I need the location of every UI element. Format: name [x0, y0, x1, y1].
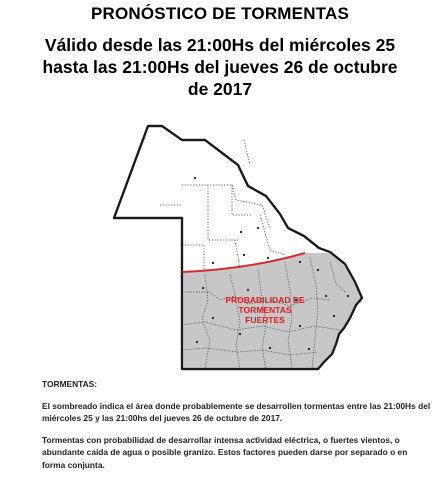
storm-label-line-2: TORMENTAS: [238, 305, 292, 315]
validity-line-2: hasta las 21:00Hs del jueves 26 de octubre: [42, 57, 398, 77]
forecast-notes: [42, 378, 432, 471]
notes-paragraph-2: Tormentas con probabilidad de desarrollar intensa actividad eléctrica, o fuertes vientos, o abundante caída de agua o posible granizo. Estos factores pueden darse por separado o en forma conjunta.: [42, 434, 408, 470]
page-title: PRONÓSTICO DE TORMENTAS: [90, 4, 350, 23]
notes-heading: TORMENTAS:: [42, 379, 98, 389]
notes-paragraph-1: El sombreado indica el área donde probablemente se desarrollen tormentas entre las 21:00Hs del miércoles 25 y las 21:00hs del jueves 26 de octubre de 2017.: [42, 400, 431, 423]
storm-label-line-3: FUERTES: [245, 315, 285, 325]
validity-line-3: de 2017: [187, 79, 253, 99]
validity-line-1: Válido desde las 21:00Hs del miércoles 25: [44, 35, 396, 55]
storm-label-line-1: PROBABILIDAD DE: [225, 295, 305, 305]
